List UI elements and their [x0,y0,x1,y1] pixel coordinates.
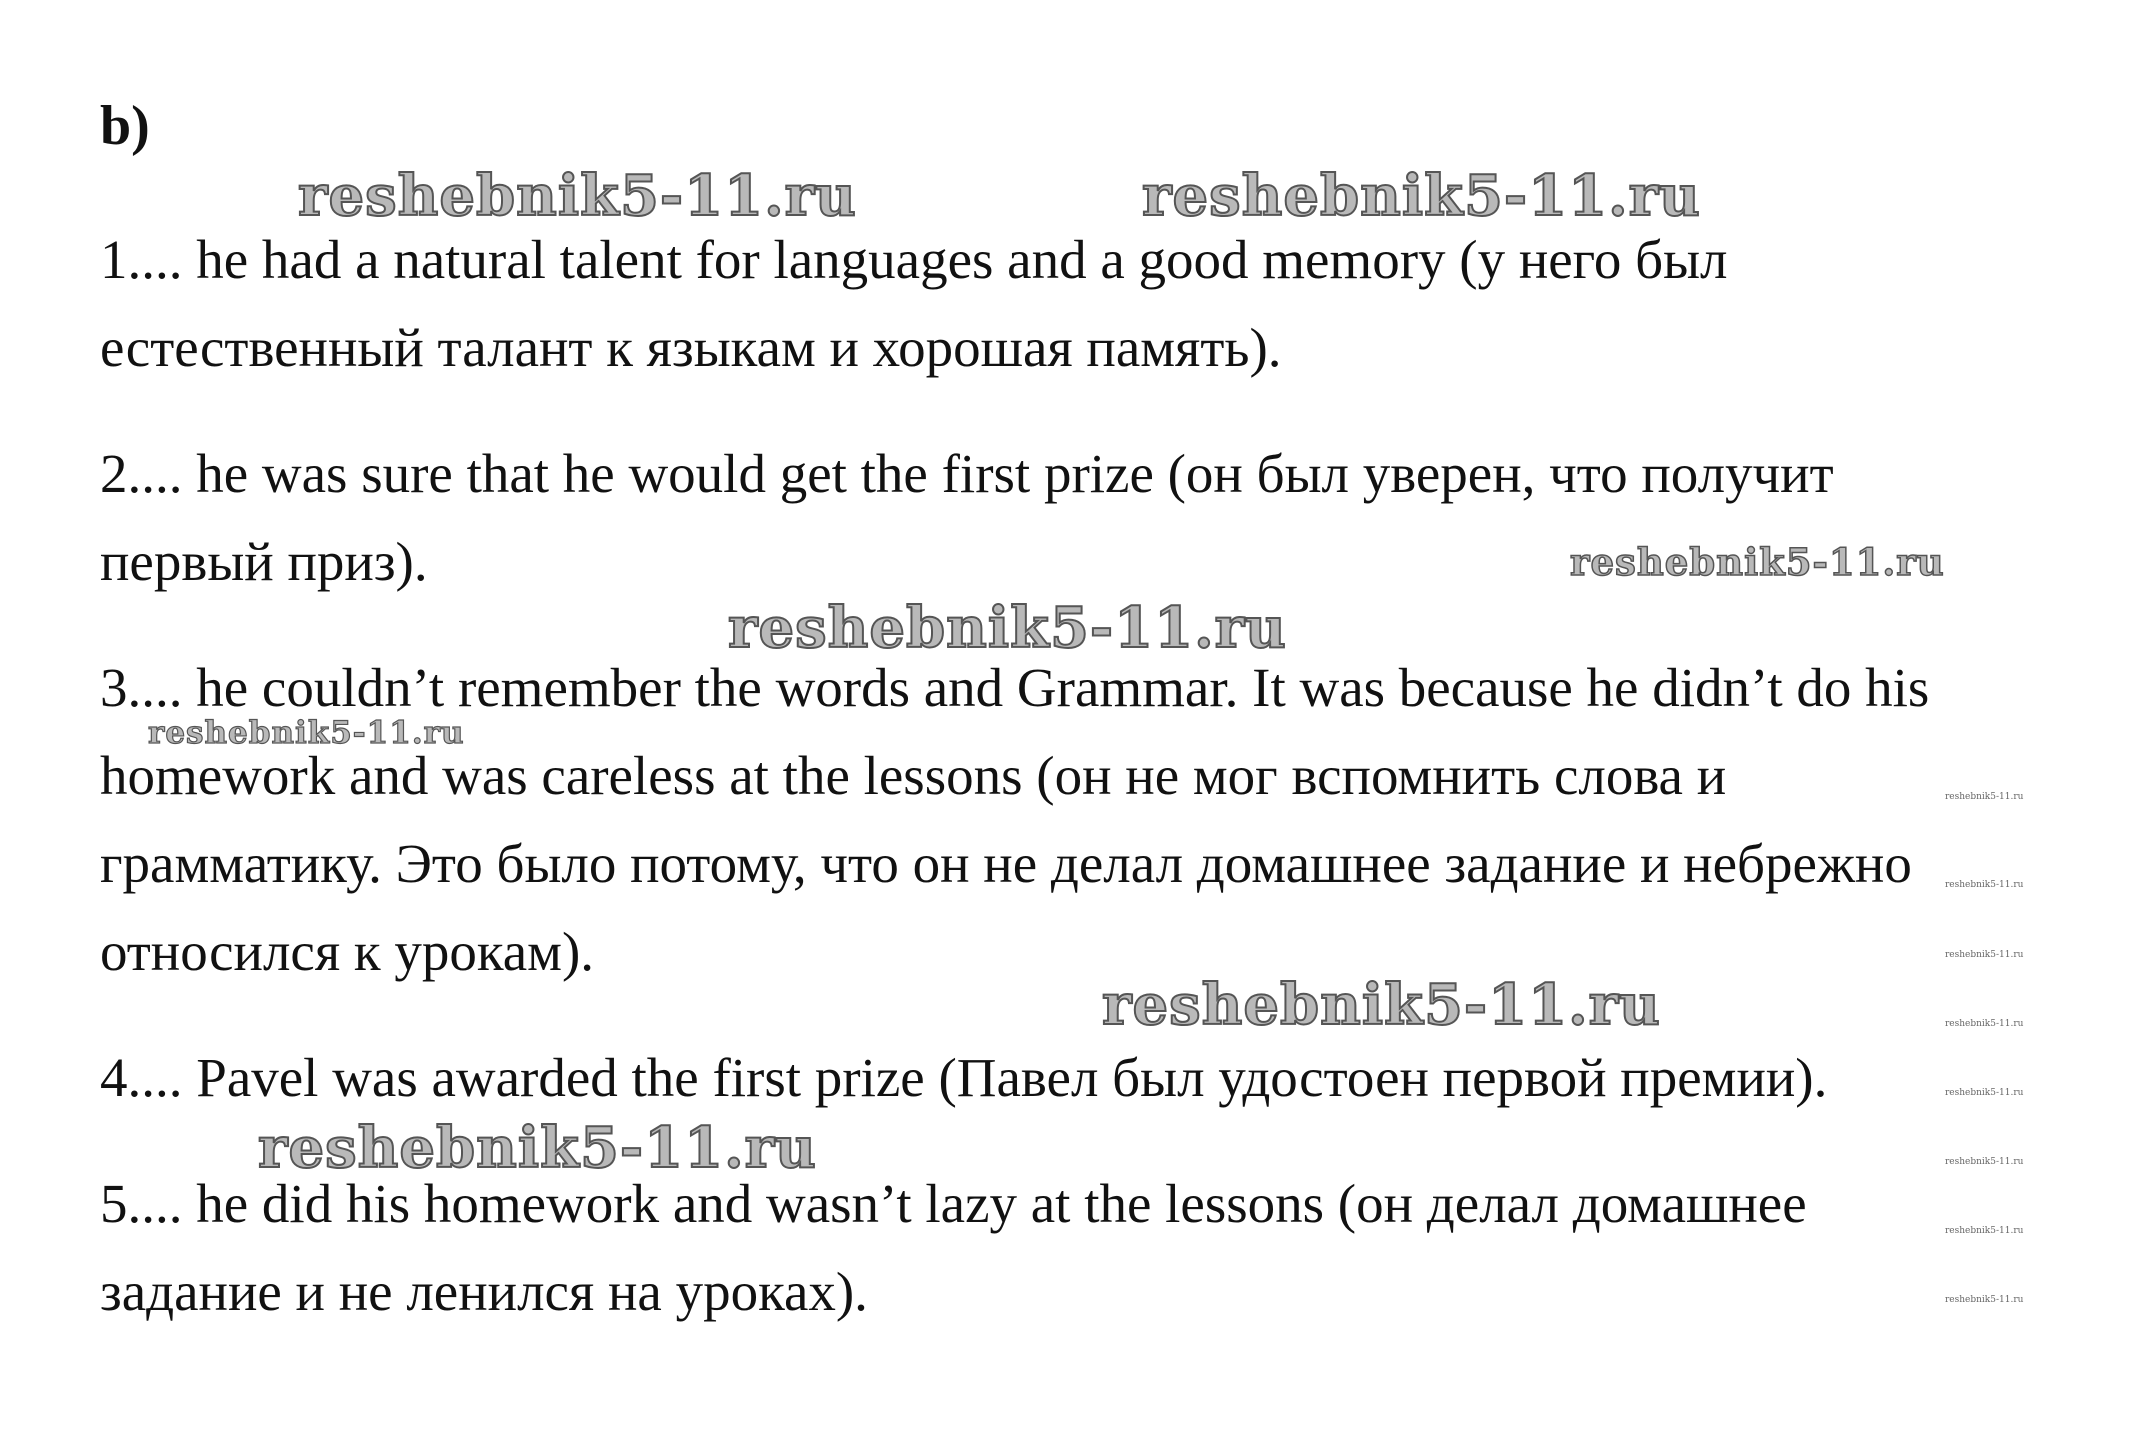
watermark: reshebnik5-11.ru [258,1115,817,1181]
watermark: reshebnik5-11.ru [1945,1088,2024,1098]
watermark: reshebnik5-11.ru [1570,540,1945,584]
answer-2-line-1: 2.... he was sure that he would get the first prize (он был уверен, что получит [100,443,1834,504]
answer-1-line-1: 1.... he had a natural talent for languages and a good memory (у него был [100,229,1728,290]
watermark: reshebnik5-11.ru [148,715,465,751]
watermark: reshebnik5-11.ru [298,163,857,229]
watermark: reshebnik5-11.ru [1945,792,2024,802]
watermark: reshebnik5-11.ru [728,595,1287,661]
answer-3-line-1: 3.... he couldn’t remember the words and Grammar. It was because he didn’t do his [100,657,1930,718]
watermark: reshebnik5-11.ru [1945,950,2024,960]
answer-2-line-2: первый приз). [100,531,428,592]
answer-3-line-4: относился к урокам). [100,921,595,982]
watermark: reshebnik5-11.ru [1945,1295,2024,1305]
section-label: b) [100,95,150,157]
answer-3-line-2: homework and was careless at the lessons (он не мог вспомнить слова и [100,745,1727,806]
answer-4-line-1: 4.... Pavel was awarded the first prize (Павел был удостоен первой премии). [100,1047,1828,1108]
watermark: reshebnik5-11.ru [1945,880,2024,890]
answer-5-line-2: задание и не ленился на уроках). [100,1261,868,1322]
watermark: reshebnik5-11.ru [1945,1019,2024,1029]
answer-1-line-2: естественный талант к языкам и хорошая память). [100,317,1282,378]
watermark: reshebnik5-11.ru [1945,1157,2024,1167]
answer-3-line-3: грамматику. Это было потому, что он не делал домашнее задание и небрежно [100,833,1912,894]
watermark: reshebnik5-11.ru [1142,163,1701,229]
watermark: reshebnik5-11.ru [1945,1226,2024,1236]
answer-5-line-1: 5.... he did his homework and wasn’t lazy at the lessons (он делал домашнее [100,1173,1807,1234]
watermark: reshebnik5-11.ru [1102,972,1661,1038]
